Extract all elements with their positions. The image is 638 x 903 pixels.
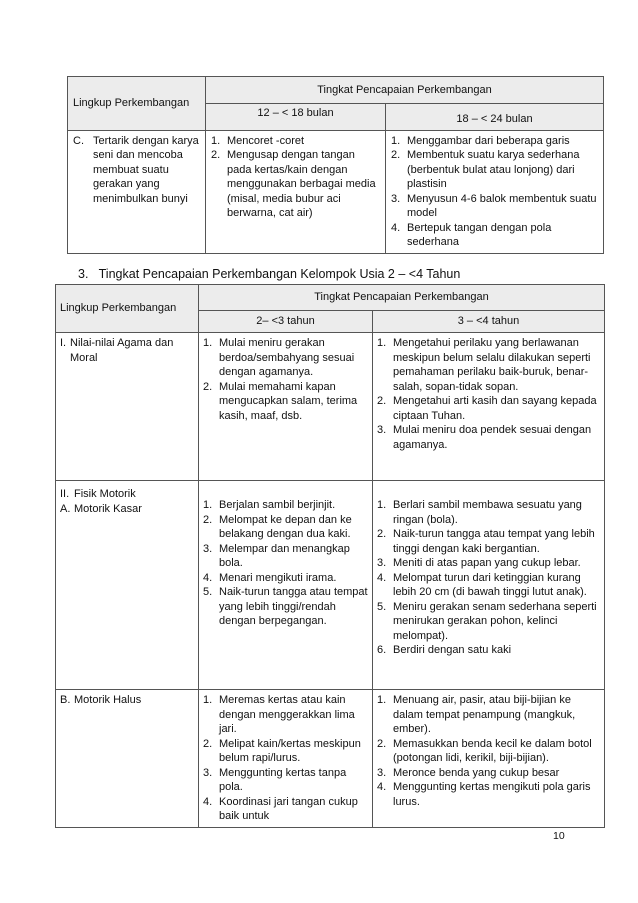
list-item: 2. Mengetahui arti kasih dan sayang kepada ciptaan Tuhan. xyxy=(377,395,597,422)
item-list xyxy=(391,134,598,250)
section-title: Tingkat Pencapaian Perkembangan Kelompok Usia 2 – <4 Tahun xyxy=(98,267,461,281)
items-cell-3-4 xyxy=(373,690,605,828)
category-text: Motorik Halus xyxy=(74,694,142,706)
item-list xyxy=(203,498,368,629)
items-cell-12-18 xyxy=(206,130,386,253)
header-age-12-18: 12 – < 18 bulan xyxy=(206,104,386,131)
list-item: 4. Menggunting kertas mengikuti pola garis lurus. xyxy=(377,781,591,808)
category-cell xyxy=(68,130,206,253)
page-number: 10 xyxy=(553,830,565,842)
category-text: Nilai-nilai Agama dan Moral xyxy=(70,337,174,364)
item-list xyxy=(211,134,380,221)
item-list xyxy=(377,498,600,658)
items-cell-18-24 xyxy=(386,130,604,253)
list-item: 5. Naik-turun tangga atau tempat yang lebih tinggi/rendah dengan berpegangan. xyxy=(203,586,368,628)
list-item: 2. Melipat kain/kertas meskipun belum rapi/lurus. xyxy=(203,737,361,765)
category-letter: B. xyxy=(60,694,71,706)
header-age-2-3: 2– <3 tahun xyxy=(199,311,373,333)
item-list xyxy=(203,336,368,423)
list-item: 2. Melompat ke depan dan ke belakang dengan dua kaki. xyxy=(203,513,352,541)
subcategory-text: Motorik Kasar xyxy=(74,502,142,515)
list-item: 2. Membentuk suatu karya sederhana (berbentuk bulat atau lonjong) dari plastisin xyxy=(391,149,580,191)
list-item: 5. Meniru gerakan senam sederhana seperti menirukan gerakan pohon, kelinci melompat). xyxy=(377,600,597,642)
items-cell-3-4 xyxy=(373,481,605,690)
list-item: 1. Mulai meniru gerakan berdoa/sembahyang sesuai dengan agamanya. xyxy=(203,337,355,379)
header-tingkat-pencapaian: Tingkat Pencapaian Perkembangan xyxy=(199,285,605,311)
header-tingkat-pencapaian: Tingkat Pencapaian Perkembangan xyxy=(206,77,604,104)
subcategory-letter: A. xyxy=(60,502,71,515)
header-age-3-4: 3 – <4 tahun xyxy=(373,311,605,333)
item-list xyxy=(377,693,600,809)
list-item: 3. Mulai meniru doa pendek sesuai dengan agamanya. xyxy=(377,424,592,451)
category-text: Fisik Motorik xyxy=(74,488,136,500)
list-item: 1. Mencoret -coret xyxy=(211,134,305,147)
items-cell-2-3 xyxy=(199,333,373,481)
item-list xyxy=(377,336,600,452)
list-item: 2. Mulai memahami kapan mengucapkan salam, terima kasih, maaf, dsb. xyxy=(203,380,358,422)
list-item: 3. Melempar dan menangkap bola. xyxy=(203,542,350,570)
list-item: 3. Menggunting kertas tanpa pola. xyxy=(203,766,347,794)
category-cell-fisik-motorik xyxy=(56,481,199,690)
list-item: 4. Koordinasi jari tangan cukup baik untuk xyxy=(203,795,358,823)
items-cell-2-3 xyxy=(199,481,373,690)
category-cell-agama-moral xyxy=(56,333,199,481)
list-item: 4. Melompat turun dari ketinggian kurang lebih 20 cm (di bawah tinggi lutut anak). xyxy=(377,571,587,599)
section-number: 3. xyxy=(78,267,89,281)
list-item: 1. Menggambar dari beberapa garis xyxy=(391,134,570,147)
list-item: 3. Menyusun 4-6 balok membentuk suatu model xyxy=(391,192,597,220)
header-lingkup-perkembangan: Lingkup Perkembangan xyxy=(56,285,199,333)
list-item: 3. Meniti di atas papan yang cukup lebar. xyxy=(377,557,581,570)
header-age-18-24: 18 – < 24 bulan xyxy=(386,104,604,131)
list-item: 4. Menari mengikuti irama. xyxy=(203,571,337,584)
list-item: 2. Memasukkan benda kecil ke dalam botol (potongan lidi, kerikil, biji-bijian). xyxy=(377,737,592,765)
item-list xyxy=(203,693,368,824)
table-usia-12-24-bulan xyxy=(67,76,604,254)
section-heading xyxy=(78,266,460,283)
list-item: 1. Berjalan sambil berjinjit. xyxy=(203,499,336,511)
category-letter: I. xyxy=(60,337,67,349)
list-item: 1. Berlari sambil membawa sesuatu yang ringan (bola). xyxy=(377,499,582,526)
list-item: 6. Berdiri dengan satu kaki xyxy=(377,644,512,657)
table-usia-2-4-tahun xyxy=(55,284,605,828)
list-item: 2. Mengusap dengan tangan pada kertas/kain dengan menggunakan berbagai media (misal, media bubur aci berwarna, cat air) xyxy=(211,149,376,220)
items-cell-3-4 xyxy=(373,333,605,481)
list-item: 1. Mengetahui perilaku yang berlawanan meskipun belum selalu dilakukan seperti pemahaman perilaku baik-buruk, benar-salah, sopan-tidak sopan. xyxy=(377,337,591,393)
category-cell-motorik-halus xyxy=(56,690,199,828)
list-item: 1. Meremas kertas atau kain dengan menggerakkan lima jari. xyxy=(203,694,355,736)
list-item: 2. Naik-turun tangga atau tempat yang lebih tinggi dengan kaki bergantian. xyxy=(377,528,595,555)
category-text: Tertarik dengan karya seni dan mencoba membuat suatu gerakan yang menimbulkan bunyi xyxy=(93,134,199,205)
list-item: 4. Bertepuk tangan dengan pola sederhana xyxy=(391,221,552,249)
list-item: 1. Menuang air, pasir, atau biji-bijian ke dalam tempat penampung (mangkuk, ember). xyxy=(377,694,576,736)
header-lingkup-perkembangan: Lingkup Perkembangan xyxy=(68,77,206,131)
category-letter: II. xyxy=(60,488,70,500)
items-cell-2-3 xyxy=(199,690,373,828)
category-letter: C. xyxy=(73,134,84,147)
list-item: 3. Meronce benda yang cukup besar xyxy=(377,766,560,779)
